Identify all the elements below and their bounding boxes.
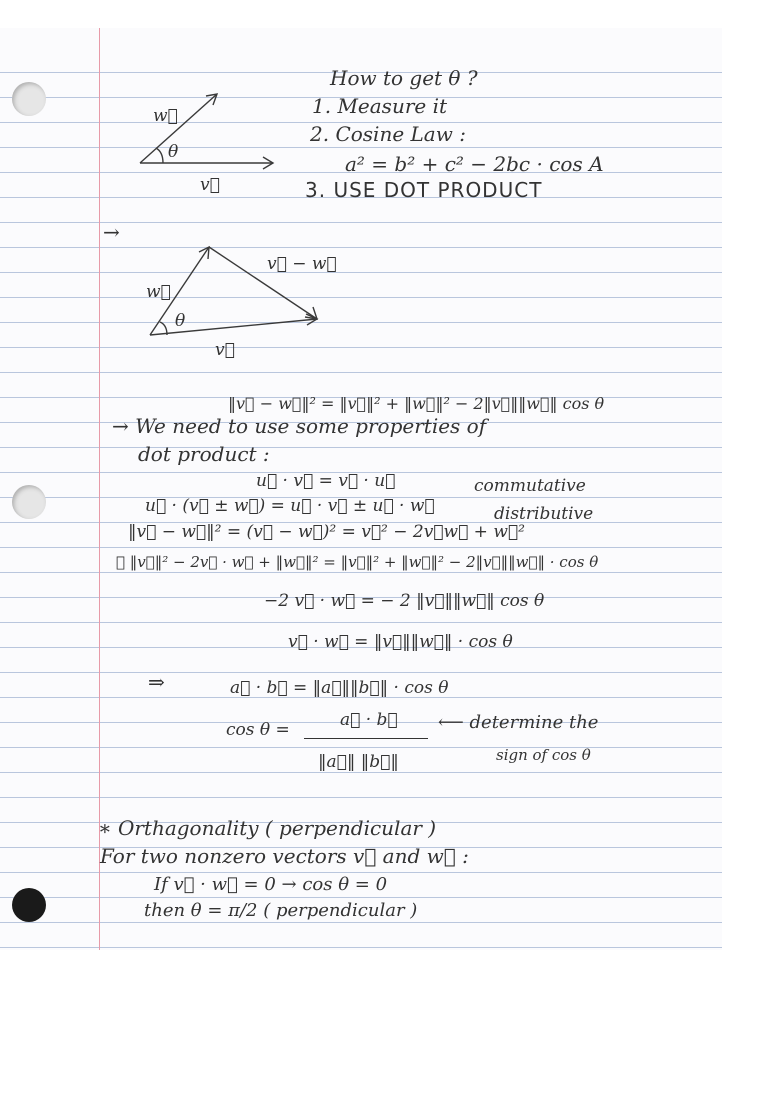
simplify-line: −2 v⃗ · w⃗ = − 2 ‖v⃗‖‖w⃗‖ cos θ	[264, 591, 545, 611]
v-label-2: v⃗	[215, 340, 235, 360]
result-line: v⃗ · w⃗ = ‖v⃗‖‖w⃗‖ · cos θ	[288, 632, 513, 652]
binder-hole-top	[12, 82, 46, 116]
binder-hole-bottom	[12, 888, 46, 922]
notebook-page	[0, 28, 722, 950]
cosine-law-formula: a² = b² + c² − 2bc · cos A	[345, 152, 604, 176]
fraction-bar	[304, 738, 428, 739]
cos-label: cos θ =	[226, 720, 290, 740]
determine-note: ⟵ determine the	[438, 712, 599, 733]
implies-symbol: ⇒	[148, 670, 165, 694]
vector-cosine-law: ‖v⃗ − w⃗‖² = ‖v⃗‖² + ‖w⃗‖² − 2‖v⃗‖‖w⃗‖ cos θ	[228, 394, 605, 413]
fraction-denominator: ‖a⃗‖ ‖b⃗‖	[318, 752, 399, 772]
properties-intro: → We need to use some properties of	[112, 414, 487, 438]
w-label-2: w⃗	[146, 282, 171, 302]
general-formula: a⃗ · b⃗ = ‖a⃗‖‖b⃗‖ · cos θ	[230, 678, 449, 698]
v-label: v⃗	[200, 175, 220, 195]
theta-label: θ	[168, 142, 179, 162]
fraction-numerator: a⃗ · b⃗	[340, 710, 398, 730]
properties-intro-2: dot product :	[138, 442, 270, 466]
method-3: 3. USE DOT PRODUCT	[305, 178, 543, 202]
theta-label-2: θ	[175, 311, 186, 331]
orthogonality-title: ∗ Orthagonality ( perpendicular )	[98, 816, 437, 840]
heading: How to get θ ?	[330, 66, 478, 90]
method-2: 2. Cosine Law :	[310, 122, 466, 146]
binder-hole-middle	[12, 485, 46, 519]
sign-note: sign of cos θ	[496, 746, 591, 764]
w-label: w⃗	[153, 106, 178, 126]
diff-label: v⃗ − w⃗	[267, 254, 337, 274]
commutative-equation: u⃗ · v⃗ = v⃗ · u⃗	[256, 471, 396, 491]
therefore-line: ∴ ‖v⃗‖² − 2v⃗ · w⃗ + ‖w⃗‖² = ‖v⃗‖² + ‖w⃗‖² − 2‖v⃗‖‖w⃗‖ · cos θ	[116, 553, 599, 571]
distributive-label: distributive	[494, 504, 594, 524]
expansion-line: ‖v⃗ − w⃗‖² = (v⃗ − w⃗)² = v⃗² − 2v⃗w⃗ + w⃗²	[128, 522, 525, 542]
orthogonality-definition: For two nonzero vectors v⃗ and w⃗ :	[100, 844, 469, 868]
orthogonality-then: then θ = π/2 ( perpendicular )	[144, 900, 418, 921]
orthogonality-if: If v⃗ · w⃗ = 0 → cos θ = 0	[154, 874, 388, 895]
commutative-label: commutative	[474, 476, 586, 496]
margin-line	[99, 28, 100, 950]
arrow-mark: →	[103, 220, 120, 244]
distributive-equation: u⃗ · (v⃗ ± w⃗) = u⃗ · v⃗ ± u⃗ · w⃗	[145, 496, 435, 516]
method-1: 1. Measure it	[312, 94, 448, 118]
